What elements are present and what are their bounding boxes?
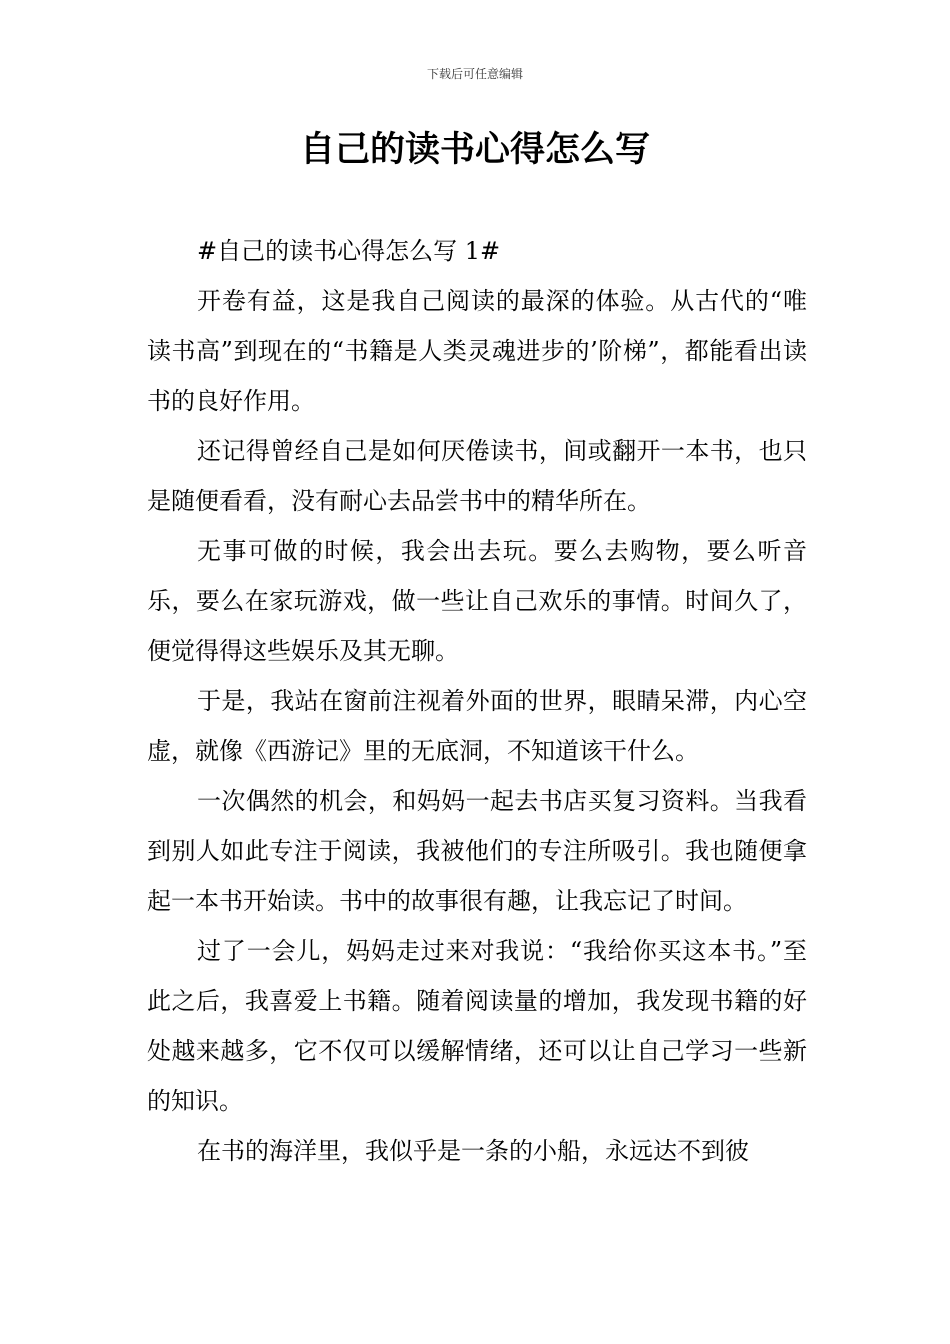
paragraph-3: 无事可做的时候，我会出去玩。要么去购物，要么听音乐，要么在家玩游戏，做一些让自己欢乐的事情。时间久了，便觉得得这些娱乐及其无聊。: [147, 537, 807, 665]
document-body: [147, 226, 807, 1176]
paragraph-5: 一次偶然的机会，和妈妈一起去书店买复习资料。当我看到别人如此专注于阅读，我被他们的专注所吸引。我也随便拿起一本书开始读。书中的故事很有趣，让我忘记了时间。: [147, 787, 807, 915]
section-heading: #自己的读书心得怎么写 1#: [197, 237, 501, 265]
paragraph-7: 在书的海洋里，我似乎是一条的小船，永远达不到彼: [197, 1137, 749, 1165]
header-note: 下载后可任意编辑: [426, 67, 523, 81]
document-title: 自己的读书心得怎么写: [299, 130, 650, 170]
paragraph-2: 还记得曾经自己是如何厌倦读书，间或翻开一本书，也只是随便看看，没有耐心去品尝书中的精华所在。: [147, 437, 807, 515]
paragraph-1: 开卷有益，这是我自己阅读的最深的体验。从古代的“唯读书高”到现在的“书籍是人类灵魂进步的’阶梯”，都能看出读书的良好作用。: [147, 287, 807, 415]
paragraph-4: 于是，我站在窗前注视着外面的世界，眼睛呆滞，内心空虚，就像《西游记》里的无底洞，不知道该干什么。: [147, 687, 807, 765]
paragraph-6: 过了一会儿，妈妈走过来对我说：“我给你买这本书。”至此之后，我喜爱上书籍。随着阅读量的增加，我发现书籍的好处越来越多，它不仅可以缓解情绪，还可以让自己学习一些新的知识。: [147, 937, 807, 1115]
